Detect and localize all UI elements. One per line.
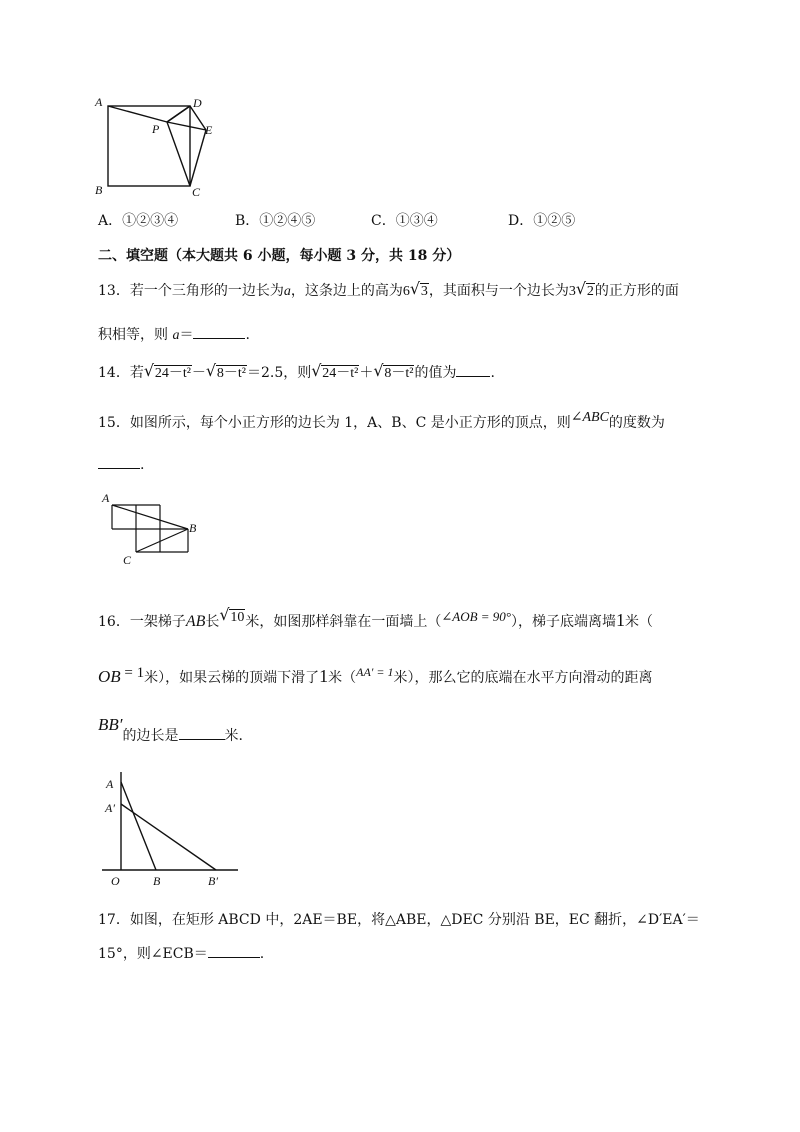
q16-sqrt: √ 10: [219, 605, 245, 625]
q13-text-4: 的正方形的面: [594, 283, 679, 299]
question-13: [98, 281, 679, 302]
q15-text: 如图所示，每个小正方形的边长为 1，A、B、C 是小正方形的顶点，则: [129, 415, 571, 431]
q13-number: 13．: [98, 283, 130, 299]
question-16-line-2: [98, 666, 653, 688]
question-13-line-2: [98, 324, 250, 346]
q13-answer-blank[interactable]: [193, 324, 245, 339]
question-14: [98, 362, 495, 384]
fig16-label-a-prime: A′: [105, 801, 115, 815]
q13-text-3: ，其面积与一个边长为: [428, 283, 569, 299]
q16-angle: ∠AOB = 90°: [441, 609, 512, 624]
q16-text-3: 米，如图那样斜靠在一面墙上（: [245, 614, 442, 630]
figure-q12: [92, 92, 222, 202]
q14-pre: 若: [129, 365, 144, 381]
q13-text-2: ，这条边上的高为: [290, 283, 403, 299]
q16-line2-text-c: 米），那么它的底端在水平方向滑动的距离: [393, 670, 653, 686]
q14-plus: ＋: [359, 365, 374, 381]
q16-line2-text-a: 米），如果云梯的顶端下滑了: [144, 670, 320, 686]
q16-answer-blank[interactable]: [179, 725, 225, 740]
q16-ab: AB: [185, 613, 206, 630]
q13-height-sqrt: √ 3: [409, 279, 428, 299]
fig15-label-c: C: [123, 553, 132, 567]
fig12-label-a: A: [95, 95, 103, 109]
q14-minus: －: [191, 365, 206, 381]
fig16-label-a: A: [106, 777, 114, 791]
q13-side-coef: 3: [568, 284, 576, 299]
q14-eq: ＝2.5，则: [247, 365, 312, 381]
q16-aa: AA′ = 1: [356, 665, 394, 679]
q16-text-2: 长: [205, 614, 220, 630]
q16-line2-one: 1: [319, 666, 329, 686]
fig16-label-b: B: [153, 874, 161, 888]
q12-option-c: C．①③④: [371, 213, 438, 229]
q17-answer-blank[interactable]: [208, 943, 260, 958]
q14-sqrt-3: √ 24－t²: [311, 361, 359, 381]
q14-answer-blank[interactable]: [456, 362, 490, 377]
q14-sqrt-1: √ 24－t²: [143, 361, 191, 381]
question-17: [98, 910, 700, 930]
q14-sqrt-2: √ 8－t²: [205, 361, 247, 381]
q17-end: .: [259, 946, 265, 962]
q13-var-a: a: [283, 284, 291, 299]
q16-line3-text-a: 的边长是: [122, 728, 179, 744]
question-16: [98, 605, 654, 633]
q16-number: 16．: [98, 614, 130, 630]
question-16-line-3: [98, 715, 243, 746]
section-title: 二、填空题（本大题共 6 小题，每小题 3 分，共 18 分）: [98, 248, 461, 264]
q17-line2-text: 15°，则∠ECB＝: [98, 946, 208, 962]
fig12-label-c: C: [192, 185, 201, 199]
q13-side-sqrt: √ 2: [575, 279, 594, 299]
question-17-line-2: [98, 943, 264, 964]
q13-end: .: [245, 327, 250, 343]
q17-number: 17．: [98, 912, 130, 928]
q14-sqrt-4: √ 8－t²: [373, 361, 414, 381]
q16-bb: BB′: [98, 715, 123, 734]
q12-option-d: D．①②⑤: [508, 213, 576, 229]
q17-line1: 如图，在矩形 ABCD 中，2AE＝BE，将△ABE，△DEC 分别沿 BE，EC 翻折，∠D′EA′＝: [129, 912, 700, 928]
q16-ob: OB: [98, 667, 121, 686]
q15-answer-blank[interactable]: [98, 454, 140, 469]
q15-number: 15．: [98, 415, 130, 431]
q13-text-1: 若一个三角形的一边长为: [129, 283, 284, 299]
figure-q16: [98, 768, 248, 890]
q13-eq: ＝: [179, 327, 194, 343]
q13-var-a-2: a: [172, 328, 180, 343]
fig12-label-b: B: [95, 183, 103, 197]
q14-end: .: [490, 365, 495, 381]
q12-option-b: B．①②④⑤: [235, 213, 316, 229]
fig16-label-o: O: [111, 874, 120, 888]
fig12-label-d: D: [193, 96, 202, 110]
q13-line2-text: 积相等，则: [98, 327, 173, 343]
q16-line3-text-b: 米.: [224, 728, 243, 744]
fig15-label-b: B: [189, 521, 197, 535]
fig15-label-a: A: [102, 491, 110, 505]
q16-ob-eq: = 1: [120, 665, 145, 681]
fig12-label-p: P: [152, 122, 160, 136]
q13-height-coef: 6: [402, 284, 410, 299]
q16-text-5: 米（: [625, 614, 654, 630]
question-15-line-2: [98, 454, 144, 475]
question-15: [98, 410, 665, 434]
q15-post: 的度数为: [608, 415, 665, 431]
fig12-label-e: E: [205, 123, 213, 137]
fig16-label-b-prime: B′: [208, 874, 218, 888]
q15-end: .: [140, 457, 145, 473]
figure-q15: [98, 488, 208, 570]
q15-angle: ∠ABC: [570, 410, 609, 425]
q12-option-a: A．①②③④: [98, 213, 179, 229]
q16-text-1: 一架梯子: [129, 614, 186, 630]
q14-number: 14．: [98, 365, 130, 381]
q14-post: 的值为: [414, 365, 457, 381]
q16-text-4: ），梯子底端离墙: [511, 614, 617, 630]
q16-one: 1: [616, 610, 626, 630]
q16-line2-text-b: 米（: [328, 670, 357, 686]
